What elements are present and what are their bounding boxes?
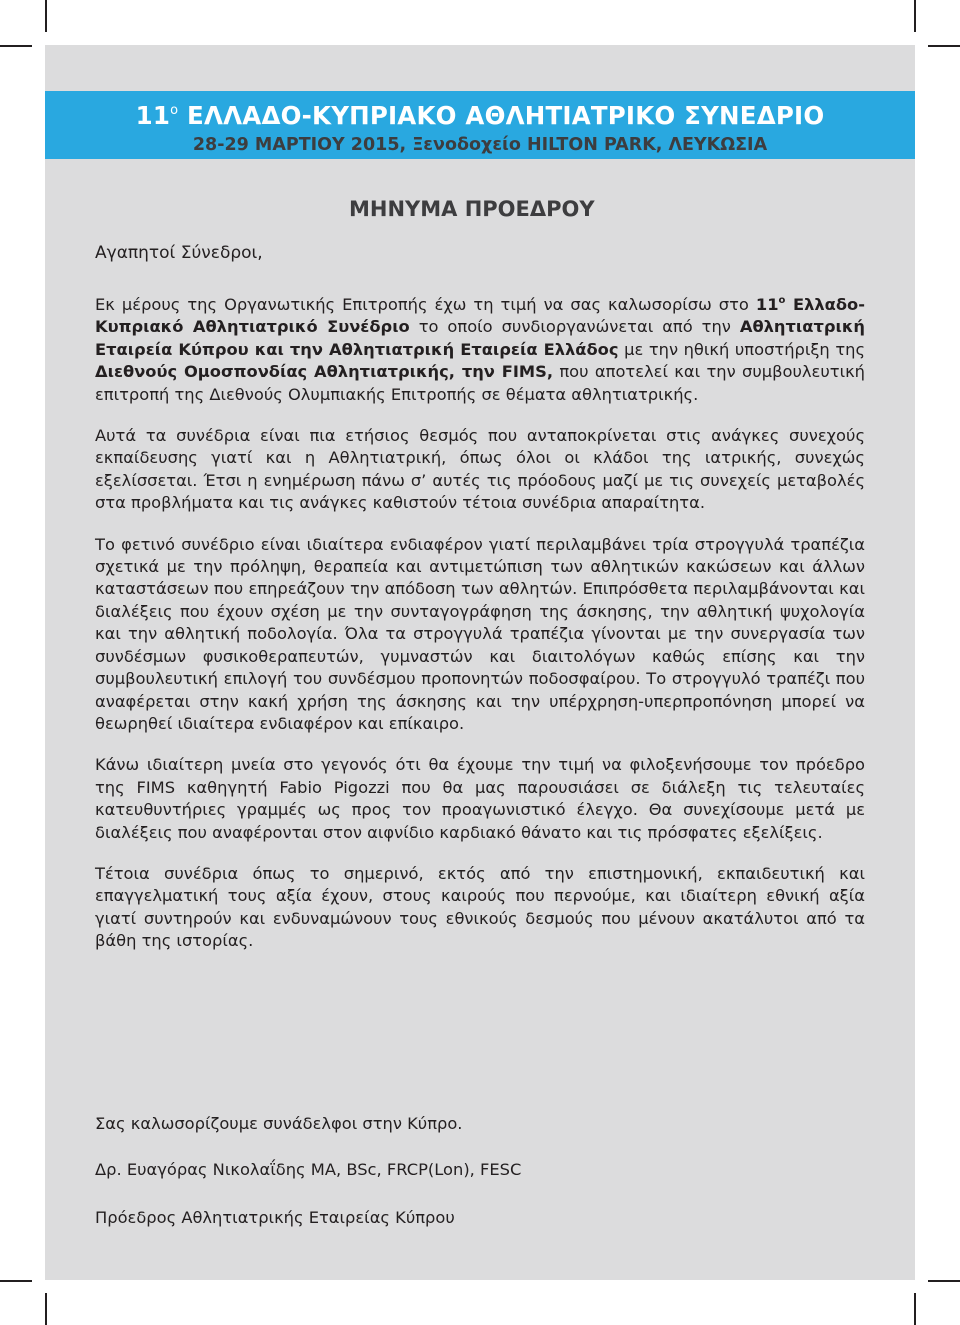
- page-panel: [45, 45, 915, 1280]
- paragraph-2: Αυτά τα συνέδρια είναι πια ετήσιος θεσμός που ανταποκρίνεται στις ανάγκες συνεχούς εκπαίδευσης γιατί και η Αθλητιατρική, όπως όλοι οι κλάδοι της ιατρικής, συνεχώς εξελίσσεται. Έτσι η ενημέρωση πάνω σ’ αυτές τις πρόοδους μαζί με τις συνεχείς μεταβολές στα προβλήματα και τις ανάγκες καθιστούν τέτοια συνέδρια απαραίτητα.: [95, 426, 865, 513]
- crop-mark-bottom-right-h: [928, 1280, 960, 1282]
- p1-conference-text: Ελλαδο-Κυπριακό Αθλητιατρικό Συνέδριο: [95, 295, 865, 337]
- p1-conference-number: 11: [755, 295, 779, 314]
- signature-name: Δρ. Ευαγόρας Νικολαΐδης MA, BSc, FRCP(Lon), FESC: [95, 1160, 522, 1179]
- signature-role: Πρόεδρος Αθλητιατρικής Εταιρείας Κύπρου: [95, 1208, 455, 1227]
- p1-fims: Διεθνούς Ομοσπονδίας Αθλητιατρικής, την FIMS,: [95, 362, 554, 382]
- greeting: Αγαπητοί Σύνεδροι,: [95, 243, 263, 263]
- crop-mark-top-left-v: [45, 0, 47, 32]
- message-title: ΜΗΝΥΜΑ ΠΡΟΕΔΡΟΥ: [349, 197, 595, 221]
- message-body: [95, 290, 865, 972]
- crop-mark-top-right-v: [914, 0, 916, 32]
- crop-mark-bottom-left-h: [0, 1280, 32, 1282]
- p1-text-g: που αποτελεί και την συμβουλευτική επιτροπή της Διεθνούς Ολυμπιακής Επιτροπής σε θέματα αθλητιατρικής.: [95, 362, 865, 404]
- paragraph-4: Κάνω ιδιαίτερη μνεία στο γεγονός ότι θα έχουμε την τιμή να φιλοξενήσουμε τον πρόεδρο της FIMS καθηγητή Fabio Pigozzi που θα μας παρουσιάσει σε διάλεξη τις τελευταίες κατευθυντήριες γραμμές ως προς τον προαγωνιστικό έλεγχο. Θα συνεχίσουμε μετά με διαλέξεις που αναφέρονται στον αιφνίδιο καρδιακό θάνατο και τις πρόσφατες εξελίξεις.: [95, 755, 865, 842]
- title-number: 11: [135, 101, 171, 130]
- crop-mark-bottom-right-v: [914, 1293, 916, 1325]
- p1-text-c: το οποίο συνδιοργανώνεται από την: [409, 317, 740, 337]
- p1-text-a: Εκ μέρους της Οργανωτικής Επιτροπής έχω τη τιμή να σας καλωσορίσω στο: [95, 295, 756, 314]
- p1-organizers: Αθλητιατρική Εταιρεία Κύπρου και την Αθλητιατρική Εταιρεία Ελλάδος: [95, 317, 865, 359]
- paragraph-5: Τέτοια συνέδρια όπως το σημερινό, εκτός από την επιστημονική, εκπαιδευτική και επαγγελματική τους αξία έχουν, στους καιρούς που περνούμε, και ιδιαίτερη εθνική αξία γιατί συντηρούν και ενδυναμώνουν τους εθνικούς δεσμούς που μένουν ακατάλυτοι από τα βάθη της ιστορίας.: [95, 863, 865, 951]
- paragraph-1: [95, 290, 865, 406]
- p1-text-e: με την ηθική υποστήριξη της: [618, 339, 865, 359]
- crop-mark-top-right-h: [928, 45, 960, 47]
- conference-subtitle: 28-29 ΜΑΡΤΙΟΥ 2015, Ξενοδοχείο HILTON PARK, ΛΕΥΚΩΣΙΑ: [192, 135, 768, 155]
- conference-header-bar: [45, 91, 915, 159]
- paragraph-3: Το φετινό συνέδριο είναι ιδιαίτερα ενδιαφέρον γιατί περιλαμβάνει τρία στρογγυλά τραπέζια σχετικά με την πρόληψη, θεραπεία και αντιμετώπιση των αθλητικών κακώσεων και άλλων καταστάσεων που επηρεάζουν την απόδοση των αθλητών. Επιπρόσθετα περιλαμβάνονται και διαλέξεις που έχουν σχέση με την συνταγογράφηση της άσκησης, την αθλητική ψυχολογία και την αθλητική ποδολογία. Όλα τα στρογγυλά τραπέζια γίνονται με την συνεργασία των συνδέσμων φυσικοθεραπευτών, γυμναστών και διαιτολόγων καθώς επίσης και την συμβουλευτική επιλογή του συνδέσμου προπονητών ποδοσφαίρου. Το στρογγυλό τραπέζι που αναφέρεται στην κακή χρήση της άσκησης και την υπέρχρηση-υπερπροπόνηση μπορεί να θεωρηθεί ιδιαίτερα ενδιαφέρον και επίκαιρο.: [95, 534, 865, 733]
- conference-title: [45, 91, 915, 132]
- p1-conference-ordinal: ο: [778, 295, 786, 306]
- crop-mark-bottom-left-v: [45, 1293, 47, 1325]
- crop-mark-top-left-h: [0, 45, 32, 47]
- title-text: ΕΛΛΑΔΟ-ΚΥΠΡΙΑΚΟ ΑΘΛΗΤΙΑΤΡΙΚΟ ΣΥΝΕΔΡΙΟ: [178, 101, 825, 130]
- title-ordinal: ο: [170, 103, 179, 118]
- closing-line: Σας καλωσορίζουμε συνάδελφοι στην Κύπρο.: [95, 1114, 463, 1133]
